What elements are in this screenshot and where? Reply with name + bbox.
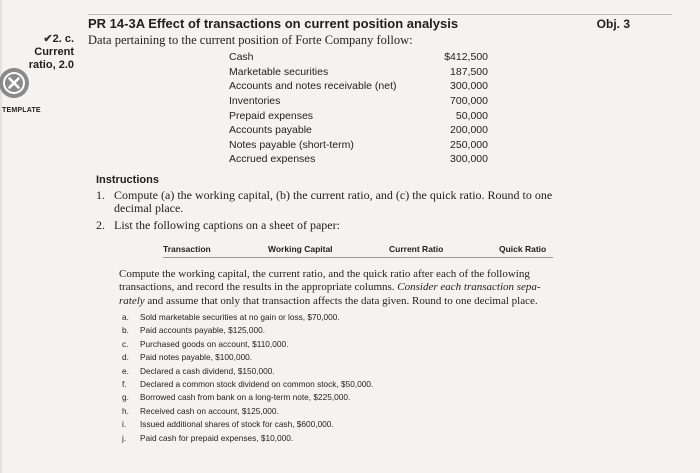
list-item-text: Paid accounts payable, $125,000. [140, 325, 266, 336]
data-row-amount: 300,000 [450, 153, 488, 166]
list-item-text: Sold marketable securities at no gain or loss, $70,000. [140, 312, 340, 322]
list-item [122, 338, 373, 351]
transaction-list [122, 311, 373, 445]
list-item [122, 378, 373, 391]
list-item-text: Declared a common stock dividend on common stock, $50,000. [140, 379, 374, 390]
caption-underline [163, 257, 553, 258]
instruction-1 [96, 189, 626, 215]
data-row-amount: 300,000 [450, 80, 488, 93]
list-item-text: Received cash on account, $125,000. [140, 405, 279, 416]
data-row-label: Notes payable (short-term) [229, 138, 354, 151]
list-item [122, 432, 373, 445]
objective-label: Obj. 3 [596, 17, 630, 31]
list-item [122, 311, 373, 324]
instruction-2-text: List the following captions on a sheet of paper: [114, 218, 340, 232]
data-row-label: Cash [229, 51, 254, 64]
list-item-text: Declared a cash dividend, $150,000. [140, 365, 275, 376]
list-item-letter: f. [122, 379, 127, 390]
paragraph-line-3: and assume that only that transaction affects the data given. Round to one decimal place. [144, 294, 538, 307]
data-row [229, 79, 488, 94]
caption-headers [163, 244, 553, 256]
data-row [229, 94, 488, 109]
instruction-2 [96, 219, 340, 232]
data-row-amount: $412,500 [444, 51, 488, 64]
list-item-letter: g. [122, 392, 129, 403]
list-item-letter: j. [122, 432, 127, 443]
instruction-1-line-2: decimal place. [114, 201, 184, 215]
list-item-text: Purchased goods on account, $110,000. [140, 338, 289, 349]
list-item-letter: b. [122, 325, 129, 336]
data-row-label: Accrued expenses [229, 153, 316, 166]
list-item-text: Paid notes payable, $100,000. [140, 352, 253, 363]
list-item [122, 365, 373, 378]
instructions-paragraph [119, 268, 619, 308]
instructions-heading: Instructions [96, 174, 159, 186]
instruction-1-number: 1. [96, 188, 105, 202]
list-item [122, 418, 373, 431]
data-row [229, 123, 488, 138]
instruction-1-line-1: Compute (a) the working capital, (b) the current ratio, and (c) the quick ratio. Round to one [114, 188, 553, 202]
list-item-letter: a. [122, 312, 129, 322]
list-item [122, 351, 373, 364]
list-item-text: Borrowed cash from bank on a long-term note, $225,000. [140, 392, 351, 403]
instruction-2-number: 2. [96, 218, 105, 232]
problem-title: PR 14-3A Effect of transactions on current position analysis [88, 16, 459, 31]
list-item-letter: d. [122, 352, 129, 363]
data-row [229, 152, 488, 167]
data-row-label: Inventories [229, 95, 281, 108]
intro-text: Data pertaining to the current position of Forte Company follow: [88, 33, 413, 47]
list-item-text: Issued additional shares of stock for cash, $600,000. [140, 419, 334, 430]
answer-line-2: ratio, 2.0 [28, 59, 74, 71]
paragraph-line-2: transactions, and record the results in the appropriate columns. [119, 281, 398, 294]
data-row [229, 108, 488, 123]
list-item-letter: h. [122, 405, 129, 416]
data-row [229, 50, 488, 65]
template-label[interactable]: TEMPLATE [2, 107, 41, 114]
data-row [229, 65, 488, 80]
data-row-amount: 187,500 [450, 65, 488, 78]
data-row [229, 138, 488, 153]
current-position-table [229, 50, 488, 167]
data-row-label: Marketable securities [229, 65, 329, 78]
checkmark-icon: ✔ [43, 33, 53, 45]
list-item [122, 405, 373, 418]
list-item [122, 324, 373, 337]
data-row-amount: 250,000 [450, 138, 488, 151]
data-row-amount: 50,000 [455, 109, 488, 122]
caption-current-ratio: Current Ratio [389, 244, 444, 254]
caption-working-capital: Working Capital [268, 244, 333, 254]
list-item-letter: e. [122, 365, 129, 376]
list-item [122, 391, 373, 404]
list-item-text: Paid cash for prepaid expenses, $10,000. [140, 432, 294, 443]
data-row-label: Prepaid expenses [229, 109, 314, 122]
caption-transaction: Transaction [163, 244, 211, 254]
paragraph-line-3-italic: rately [119, 294, 145, 307]
data-row-amount: 700,000 [450, 95, 488, 108]
list-item-letter: i. [122, 419, 127, 430]
paragraph-line-1: Compute the working capital, the current ratio, and the quick ratio after each of the following [119, 268, 530, 280]
excel-x-icon[interactable] [0, 65, 36, 101]
data-row-amount: 200,000 [450, 124, 488, 137]
list-item-letter: c. [122, 338, 129, 349]
paragraph-line-2-italic: Consider each transaction sepa- [397, 281, 541, 294]
header-rule [88, 14, 672, 15]
caption-quick-ratio: Quick Ratio [499, 244, 547, 254]
answer-line-1: 2. c. Current [34, 33, 74, 58]
data-row-label: Accounts payable [229, 124, 312, 137]
data-row-label: Accounts and notes receivable (net) [229, 80, 397, 93]
